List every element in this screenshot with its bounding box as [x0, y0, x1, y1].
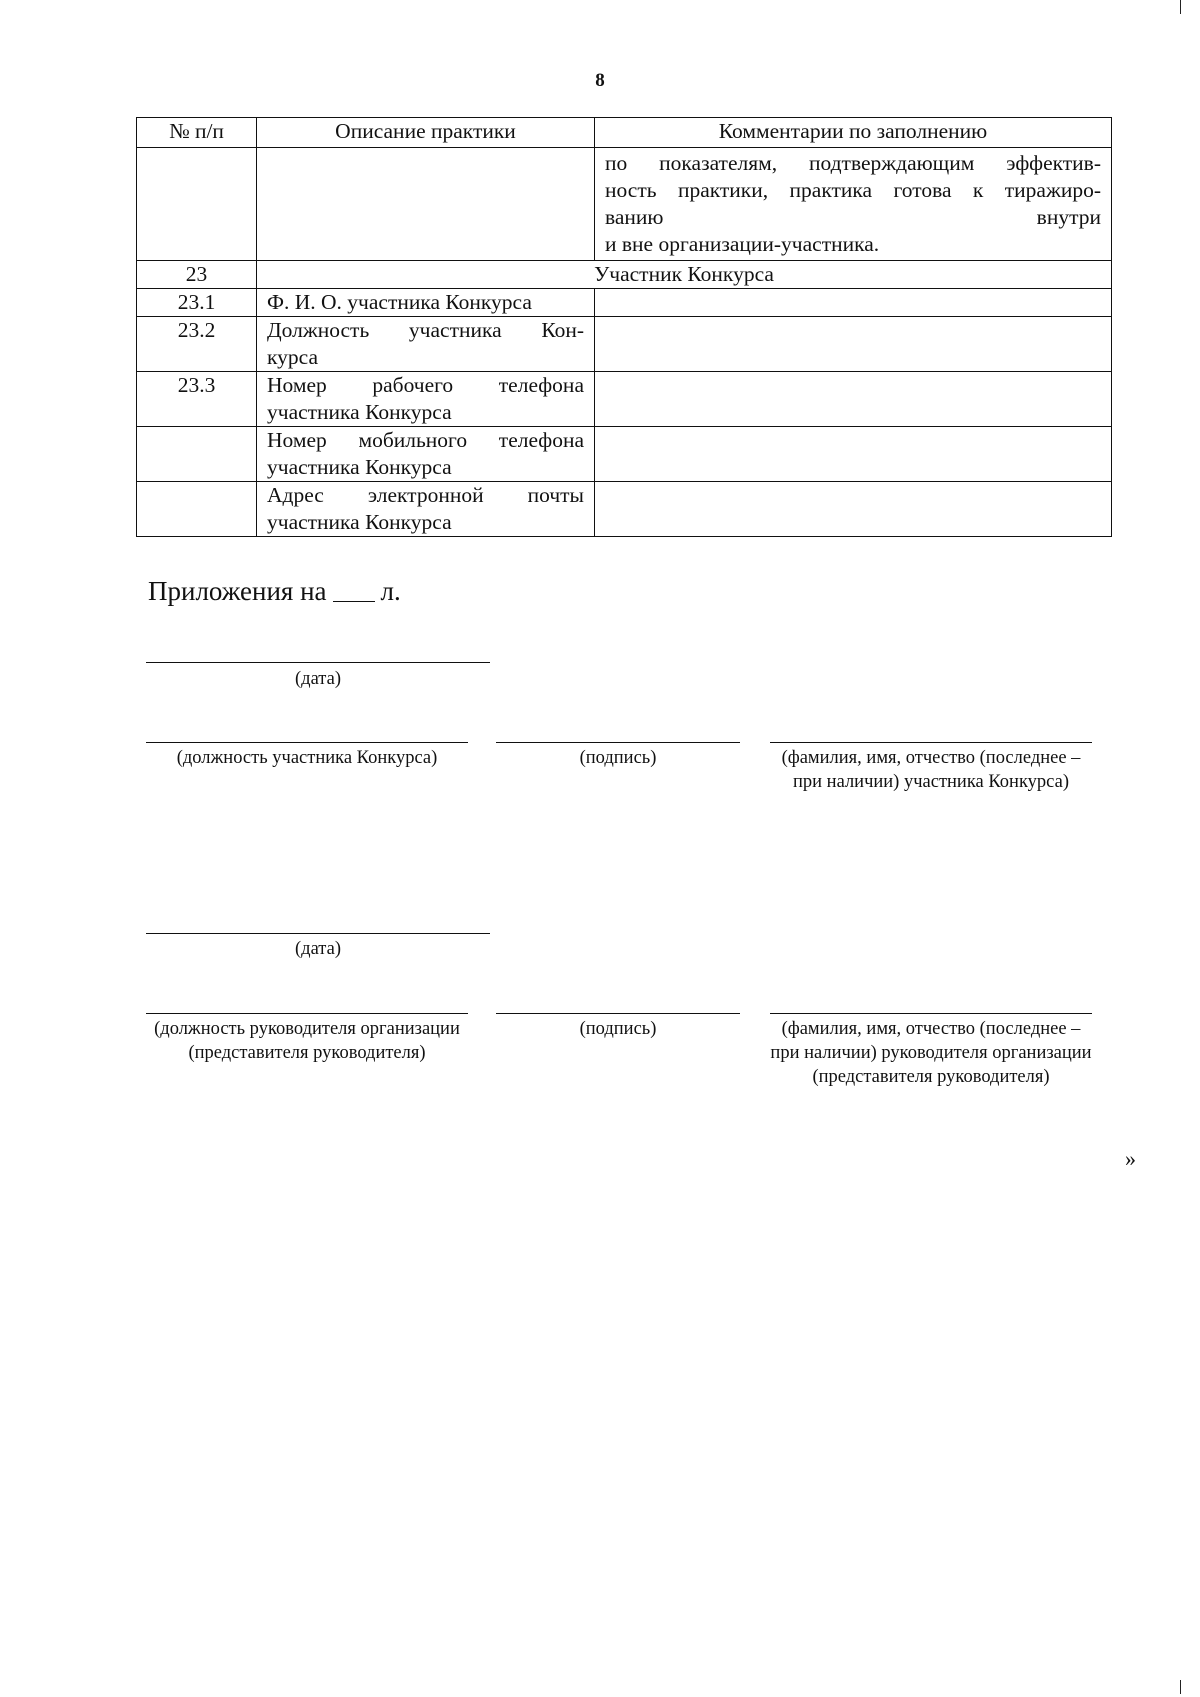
row-value-cell	[595, 372, 1112, 427]
participant-signature-line[interactable]	[496, 742, 740, 743]
attachments-prefix: Приложения на	[148, 576, 327, 606]
row-value-cell	[595, 289, 1112, 317]
row-number	[137, 427, 257, 482]
participant-position-caption: (должность участника Конкурса)	[176, 748, 438, 768]
table-row	[137, 427, 1112, 482]
scan-edge-mark	[1180, 1680, 1181, 1694]
continued-number-cell	[137, 148, 257, 261]
comment-line: по показателям, подтверждающим эффектив-	[605, 151, 1101, 175]
table-row	[137, 289, 1112, 317]
row-number: 23.1	[137, 289, 257, 317]
table-row	[137, 372, 1112, 427]
page-number: 8	[595, 70, 605, 91]
continued-description-cell	[257, 148, 595, 261]
head-signature-caption: (подпись)	[579, 1019, 657, 1039]
head-signature-line[interactable]	[496, 1013, 740, 1014]
attachments-count-blank[interactable]	[333, 579, 375, 602]
row-value-cell	[595, 317, 1112, 372]
section-number: 23	[137, 261, 257, 289]
row-description: Номер рабочего телефона участника Конкурса	[257, 372, 595, 427]
row-number: 23.2	[137, 317, 257, 372]
attachments-line	[148, 576, 401, 607]
section-row	[137, 261, 1112, 289]
row-number: 23.3	[137, 372, 257, 427]
head-name-caption: (фамилия, имя, отчество (последнее – при наличии) руководителя организации (представителя руководителя)	[770, 1019, 1092, 1087]
scan-edge-mark	[1180, 0, 1181, 14]
closing-quote: »	[1125, 1146, 1136, 1171]
head-position-caption: (должность руководителя организации (представителя руководителя)	[154, 1019, 460, 1063]
head-name-line[interactable]	[770, 1013, 1092, 1014]
continued-row	[137, 148, 1112, 261]
participant-name-line[interactable]	[770, 742, 1092, 743]
participant-signature-caption: (подпись)	[579, 748, 657, 768]
row-description-line: курса	[267, 345, 318, 369]
section-title: Участник Конкурса	[257, 261, 1112, 289]
head-position-line[interactable]	[146, 1013, 468, 1014]
table-row	[137, 317, 1112, 372]
row-value-cell	[595, 427, 1112, 482]
row-description	[257, 317, 595, 372]
row-description: Адрес электронной почты участника Конкурса	[257, 482, 595, 537]
participant-name-caption: (фамилия, имя, отчество (последнее – при наличии) участника Конкурса)	[781, 748, 1081, 792]
comment-line: ность практики, практика готова к тиражиро-	[605, 178, 1101, 202]
comment-line: ванию внутри	[605, 205, 1101, 229]
row-description: Ф. И. О. участника Конкурса	[257, 289, 595, 317]
row-number	[137, 482, 257, 537]
row-description-line: Должность участника Кон-	[267, 318, 584, 342]
head-date-line[interactable]	[146, 933, 490, 934]
continued-comment-cell	[595, 148, 1112, 261]
column-header-description: Описание практики	[257, 118, 595, 148]
participant-position-line[interactable]	[146, 742, 468, 743]
attachments-suffix: л.	[380, 576, 401, 606]
head-date-caption: (дата)	[295, 939, 341, 959]
table-row	[137, 482, 1112, 537]
practice-form-table	[136, 117, 1112, 537]
row-value-cell	[595, 482, 1112, 537]
column-header-comments: Комментарии по заполнению	[595, 118, 1112, 148]
participant-date-line[interactable]	[146, 662, 490, 663]
column-header-number: № п/п	[137, 118, 257, 148]
table-header-row	[137, 118, 1112, 148]
comment-line: и вне организации-участника.	[605, 232, 880, 256]
row-description: Номер мобильного телефона участника Конкурса	[257, 427, 595, 482]
participant-date-caption: (дата)	[295, 669, 341, 689]
